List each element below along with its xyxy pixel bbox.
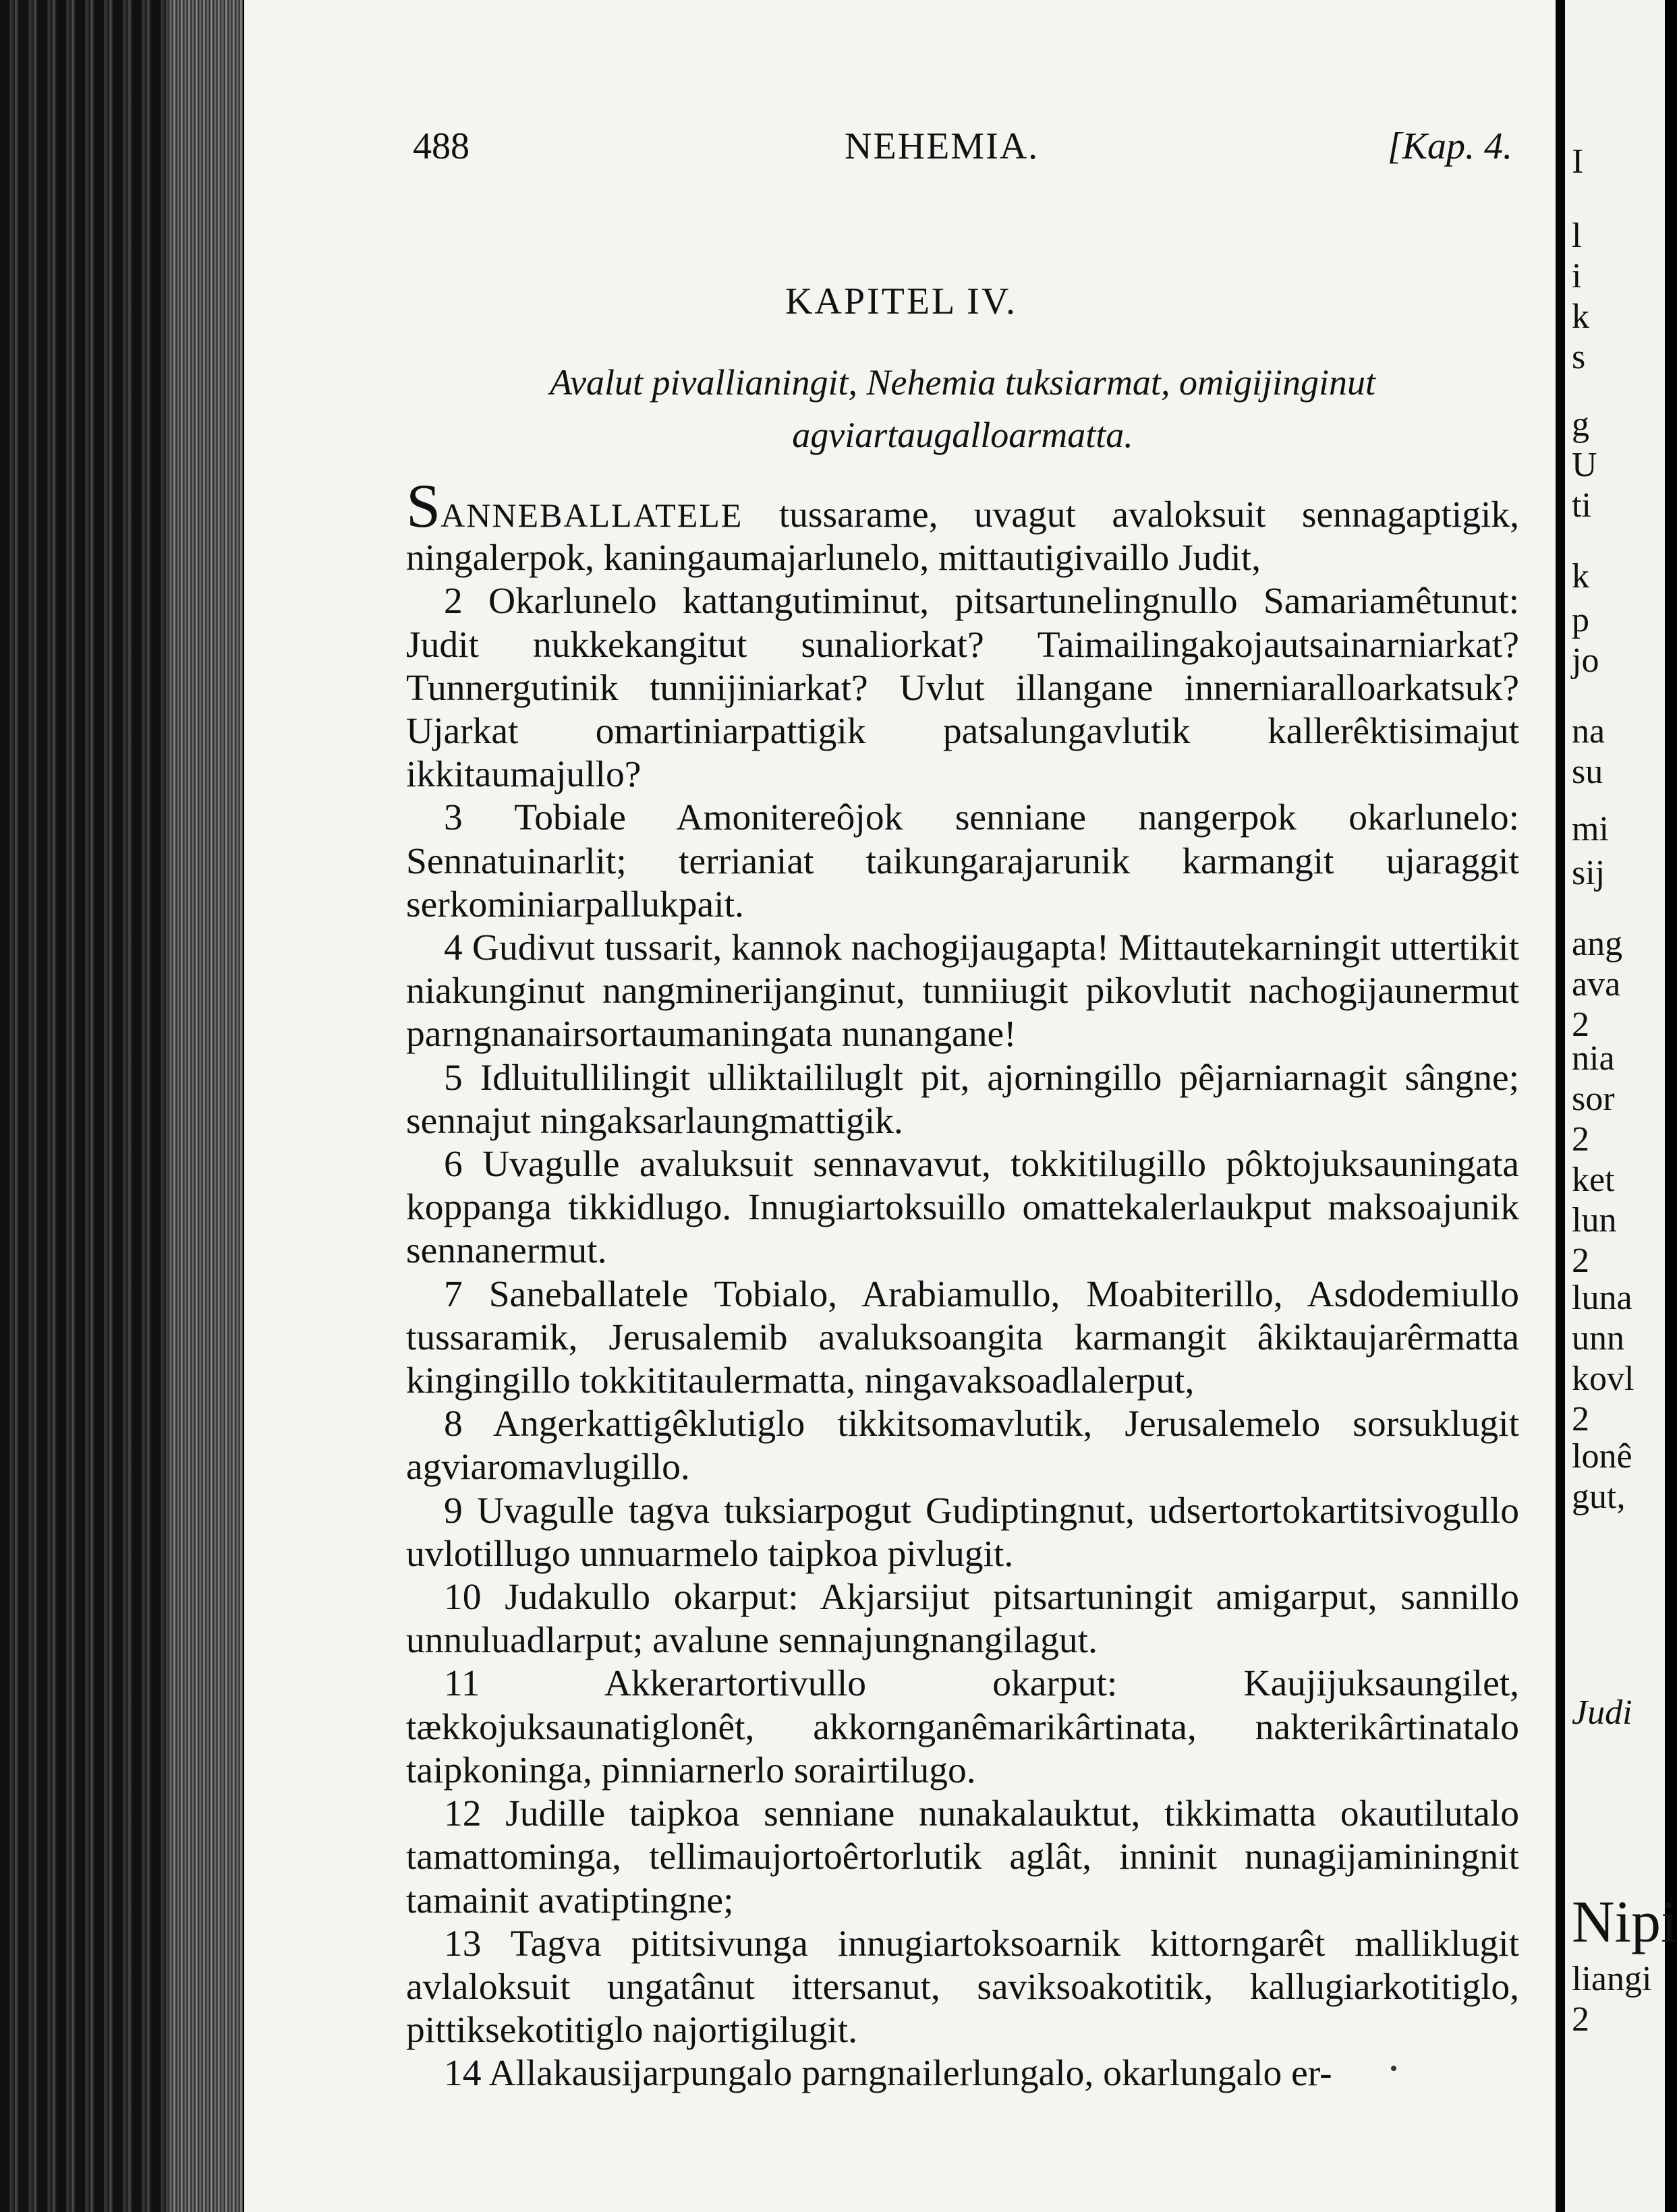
verse-1: [406, 471, 1519, 580]
facing-fragment: i: [1572, 257, 1582, 295]
verse: 5 Idluitullilingit ulliktaililuglt pit, ajorningillo pêjarniarnagit sângne; sennajut ningaksarlaungmattigik.: [406, 1057, 1519, 1142]
verse: 7 Saneballatele Tobialo, Arabiamullo, Moabiterillo, Asdodemiullo tussaramik, Jerusalemib avaluksoangita karmangit âkiktaujarêrmatta kingingillo tokkititaulermatta, ningavaksoadlalerput,: [406, 1273, 1519, 1402]
drop-cap: S: [406, 471, 441, 540]
facing-fragment: 2: [1572, 1400, 1589, 1438]
verse: 12 Judille taipkoa senniane nunakalauktut, tikkimatta okautilutalo tamattominga, tellimaujortoêrtorlutik aglât, inninit nunagijaminingnit tamainit avatiptingne;: [406, 1793, 1519, 1921]
facing-fragment: Nipi: [1572, 1890, 1677, 1955]
facing-fragment: 2: [1572, 1242, 1589, 1280]
facing-fragment: g: [1572, 405, 1589, 444]
verse: 6 Uvagulle avaluksuit sennavavut, tokkitilugillo pôktojuksauningata koppanga tikkidlugo. Innugiartoksuillo omattekalerlaukput maksoajunik sennanermut.: [406, 1144, 1519, 1272]
lead-word: ANNEBALLATELE: [440, 496, 743, 534]
facing-fragment: sij: [1572, 854, 1605, 892]
facing-fragment: p: [1572, 601, 1589, 639]
facing-fragment: lun: [1572, 1201, 1617, 1240]
print-speck: [1391, 2066, 1396, 2071]
verse-1-text: tussarame, uvagut avaloksuit sennagaptigik, ningalerpok, kaningaumajarlunelo, mittautigivaillo Judit,: [406, 494, 1519, 579]
facing-fragment: kovl: [1572, 1360, 1635, 1398]
facing-fragment: s: [1572, 338, 1586, 376]
verse: 11 Akkerartortivullo okarput: Kaujijuksaungilet, tækkojuksaunatiglonêt, akkornganêmarikârtinata, nakterikârtinatalo taipkoninga, pinniarnerlo sorairtilugo.: [406, 1663, 1519, 1791]
facing-fragment: Judi: [1572, 1693, 1632, 1732]
facing-fragment: k: [1572, 557, 1589, 595]
verse: 3 Tobiale Amonitereôjok senniane nangerpok okarlunelo: Sennatuinarlit; terrianiat taikungarajarunik karmangit ujaraggit serkominiarpallukpait.: [406, 797, 1519, 925]
running-header: [413, 125, 1512, 179]
facing-fragment: na: [1572, 712, 1605, 751]
running-title: NEHEMIA.: [845, 125, 1040, 167]
verse: 8 Angerkattigêklutiglo tikkitsomavlutik, Jerusalemelo sorsuklugit agviaromavlugillo.: [406, 1403, 1519, 1488]
facing-fragment: liangi: [1572, 1960, 1652, 1998]
facing-fragment: unn: [1572, 1319, 1624, 1358]
facing-fragment: l: [1572, 216, 1582, 255]
facing-fragment: luna: [1572, 1279, 1632, 1317]
facing-fragment: ava: [1572, 965, 1621, 1003]
facing-fragment: ti: [1572, 486, 1591, 525]
body-text: [406, 471, 1519, 2096]
chapter-reference: [Kap. 4.: [1387, 125, 1512, 167]
verse: 2 Okarlunelo kattangutiminut, pitsartunelingnullo Samariamêtunut: Judit nukkekangitut sunaliorkat? Taimailingakojautsainarniarkat? Tunnergutinik tunnijiniarkat? Uvlut illangane innerniaralloarkatsuk? Ujarkat omartiniarpattigik patsalungavlutik kallerêktisimajut ikkitaumajullo?: [406, 581, 1519, 796]
verse: 4 Gudivut tussarit, kannok nachogijaugapta! Mittautekarningit uttertikit niakunginut nangminerijanginut, tunniiugit pikovlutit nachogijaunermut parngnanairsortaumaningata nunangane!: [406, 927, 1519, 1055]
facing-fragment: lonê: [1572, 1437, 1632, 1476]
book-page: [244, 0, 1558, 2212]
page-number: 488: [413, 125, 470, 167]
verse: 13 Tagva pititsivunga innugiartoksoarnik kittorngarêt malliklugit avlaloksuit ungatânut ittersanut, saviksoakotitik, kallugiarkotitiglo, pittiksekotitiglo najortigilugit.: [406, 1923, 1519, 2051]
chapter-heading: KAPITEL IV.: [785, 281, 1018, 322]
page-edges: [169, 0, 243, 2212]
facing-fragment: gut,: [1572, 1478, 1626, 1516]
facing-fragment: 2: [1572, 1120, 1589, 1159]
verse: 14 Allakausijarpungalo parngnailerlungalo, okarlungalo er-: [444, 2053, 1332, 2095]
facing-fragment: U: [1572, 446, 1597, 484]
facing-fragment: k: [1572, 297, 1589, 336]
chapter-summary: Avalut pivallianingit, Nehemia tuksiarmat, omigijinginut agviartaugalloarmatta.: [550, 362, 1375, 455]
facing-fragment: ang: [1572, 925, 1623, 963]
facing-fragment: mi: [1572, 810, 1609, 848]
verse: 9 Uvagulle tagva tuksiarpogut Gudiptingnut, udsertortokartitsivogullo uvlotillugo unnuarmelo taipkoa pivlugit.: [406, 1490, 1519, 1575]
facing-fragment: sor: [1572, 1080, 1615, 1118]
facing-fragment: jo: [1572, 641, 1599, 680]
facing-fragment: su: [1572, 753, 1603, 791]
facing-fragment: 2: [1572, 2000, 1589, 2039]
facing-fragment: ket: [1572, 1161, 1615, 1199]
facing-fragment: I: [1572, 142, 1584, 181]
facing-fragment: 2: [1572, 1006, 1589, 1044]
verse: 10 Judakullo okarput: Akjarsijut pitsartuningit amigarput, sannillo unnuluadlarput; avalune sennajungnangilagut.: [406, 1577, 1519, 1662]
facing-page-fragment: [1565, 0, 1677, 2212]
facing-fragment: nia: [1572, 1039, 1615, 1078]
